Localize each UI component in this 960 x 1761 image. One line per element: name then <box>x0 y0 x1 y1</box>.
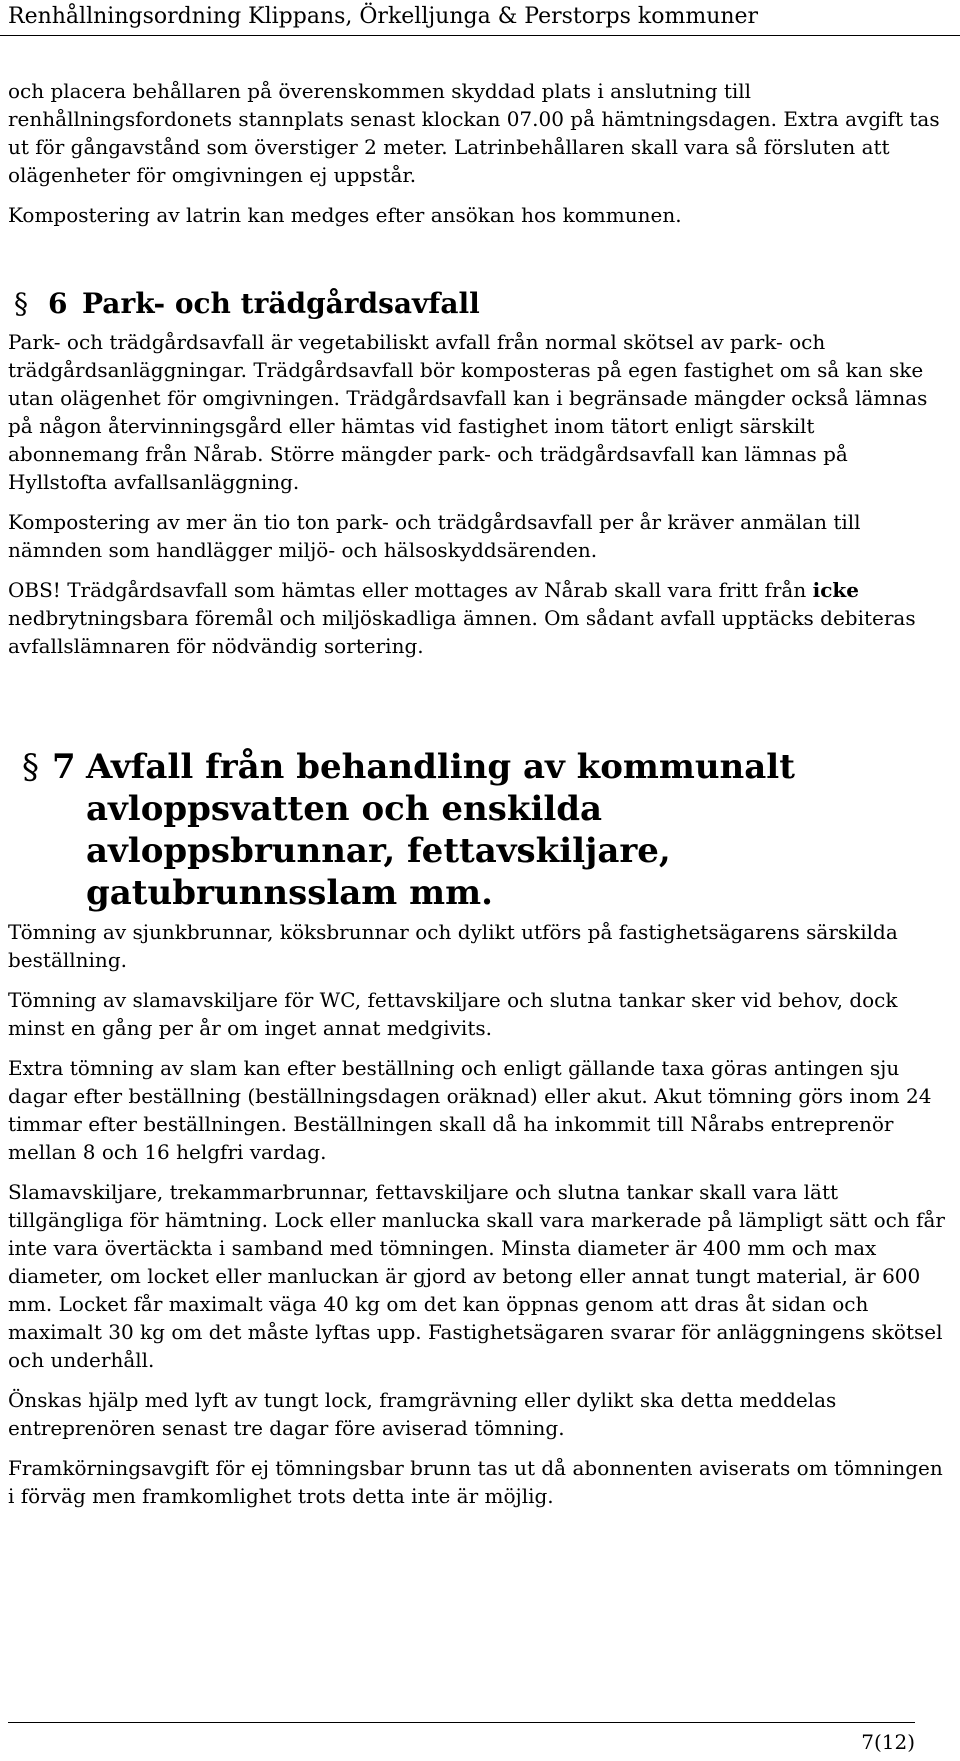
page-number: 7(12) <box>861 1730 915 1754</box>
header-divider <box>0 35 960 36</box>
section-7-heading <box>8 746 948 914</box>
footer-divider <box>8 1722 915 1723</box>
section-sign: § <box>22 747 39 787</box>
section-6-paragraph-1: Park- och trädgårdsavfall är vegetabiliskt avfall från normal skötsel av park- och trädgårdsanläggningar. Trädgårdsavfall bör komposteras på egen fastighet om så kan ske utan olägenhet för omgivningen. Trädgårdsavfall kan i begränsade mängder också lämnas på någon återvinningsgård eller hämtas vid fastighet inom tätort enligt särskilt abonnemang från Nårab. Större mängder park- och trädgårdsavfall kan lämnas på Hyllstofta avfallsanläggning. <box>8 330 928 494</box>
intro-paragraph-1: och placera behållaren på överenskommen skyddad plats i anslutning till renhållningsfordonets stannplats senast klockan 07.00 på hämtningsdagen. Extra avgift tas ut för gångavstånd som överstiger 2 meter. Latrinbehållaren skall vara så försluten att olägenheter för omgivningen ej uppstår. <box>8 79 940 187</box>
obs-text-end: nedbrytningsbara föremål och miljöskadliga ämnen. Om sådant avfall upptäcks debiteras avfallslämnaren för nödvändig sortering. <box>8 606 916 658</box>
section-7-paragraph-6: Framkörningsavgift för ej tömningsbar brunn tas ut då abonnenten aviserats om tömningen i förväg men framkomlighet trots detta inte är möjlig. <box>8 1456 943 1508</box>
section-sign: § <box>14 287 28 320</box>
section-number: 7 <box>52 747 76 787</box>
emphasis-icke: icke <box>812 578 859 602</box>
obs-text-start: OBS! Trädgårdsavfall som hämtas eller mottages av Nårab skall vara fritt från <box>8 578 813 602</box>
section-6-paragraph-2: Kompostering av mer än tio ton park- och trädgårdsavfall per år kräver anmälan till nämnden som handlägger miljö- och hälsoskyddsärenden. <box>8 510 861 562</box>
section-title: Avfall från behandling av kommunalt avloppsvatten och enskilda avloppsbrunnar, fettavskiljare, gatubrunnsslam mm. <box>86 747 795 913</box>
intro-paragraph-2: Kompostering av latrin kan medges efter ansökan hos kommunen. <box>8 203 682 227</box>
section-7-paragraph-5: Önskas hjälp med lyft av tungt lock, framgrävning eller dylikt ska detta meddelas entreprenören senast tre dagar före aviserad tömning. <box>8 1388 837 1440</box>
section-7-paragraph-3: Extra tömning av slam kan efter beställning och enligt gällande taxa göras antingen sju dagar efter beställning (beställningsdagen oräknad) eller akut. Akut tömning görs inom 24 timmar efter beställningen. Beställningen skall då ha inkommit till Nårabs entreprenör mellan 8 och 16 helgfri vardag. <box>8 1056 932 1164</box>
running-header: Renhållningsordning Klippans, Örkelljunga & Perstorps kommuner <box>8 4 759 29</box>
section-7-paragraph-1: Tömning av sjunkbrunnar, köksbrunnar och dylikt utförs på fastighetsägarens särskilda beställning. <box>8 920 898 972</box>
section-6-paragraph-3 <box>8 576 948 660</box>
section-6-heading <box>8 286 948 322</box>
section-title: Park- och trädgårdsavfall <box>82 287 480 320</box>
section-number: 6 <box>48 287 68 320</box>
page-content <box>8 77 948 1522</box>
section-7-paragraph-2: Tömning av slamavskiljare för WC, fettavskiljare och slutna tankar sker vid behov, dock minst en gång per år om inget annat medgivits. <box>8 988 898 1040</box>
section-7-paragraph-4: Slamavskiljare, trekammarbrunnar, fettavskiljare och slutna tankar skall vara lätt tillgängliga för hämtning. Lock eller manlucka skall vara markerade på lämpligt sätt och får inte vara övertäckta i samband med tömningen. Minsta diameter är 400 mm och max diameter, om locket eller manluckan är gjord av betong eller annat tungt material, är 600 mm. Locket får maximalt väga 40 kg om det kan öppnas genom att dras åt sidan och maximalt 30 kg om det måste lyftas upp. Fastighetsägaren svarar för anläggningens skötsel och underhåll. <box>8 1180 945 1372</box>
